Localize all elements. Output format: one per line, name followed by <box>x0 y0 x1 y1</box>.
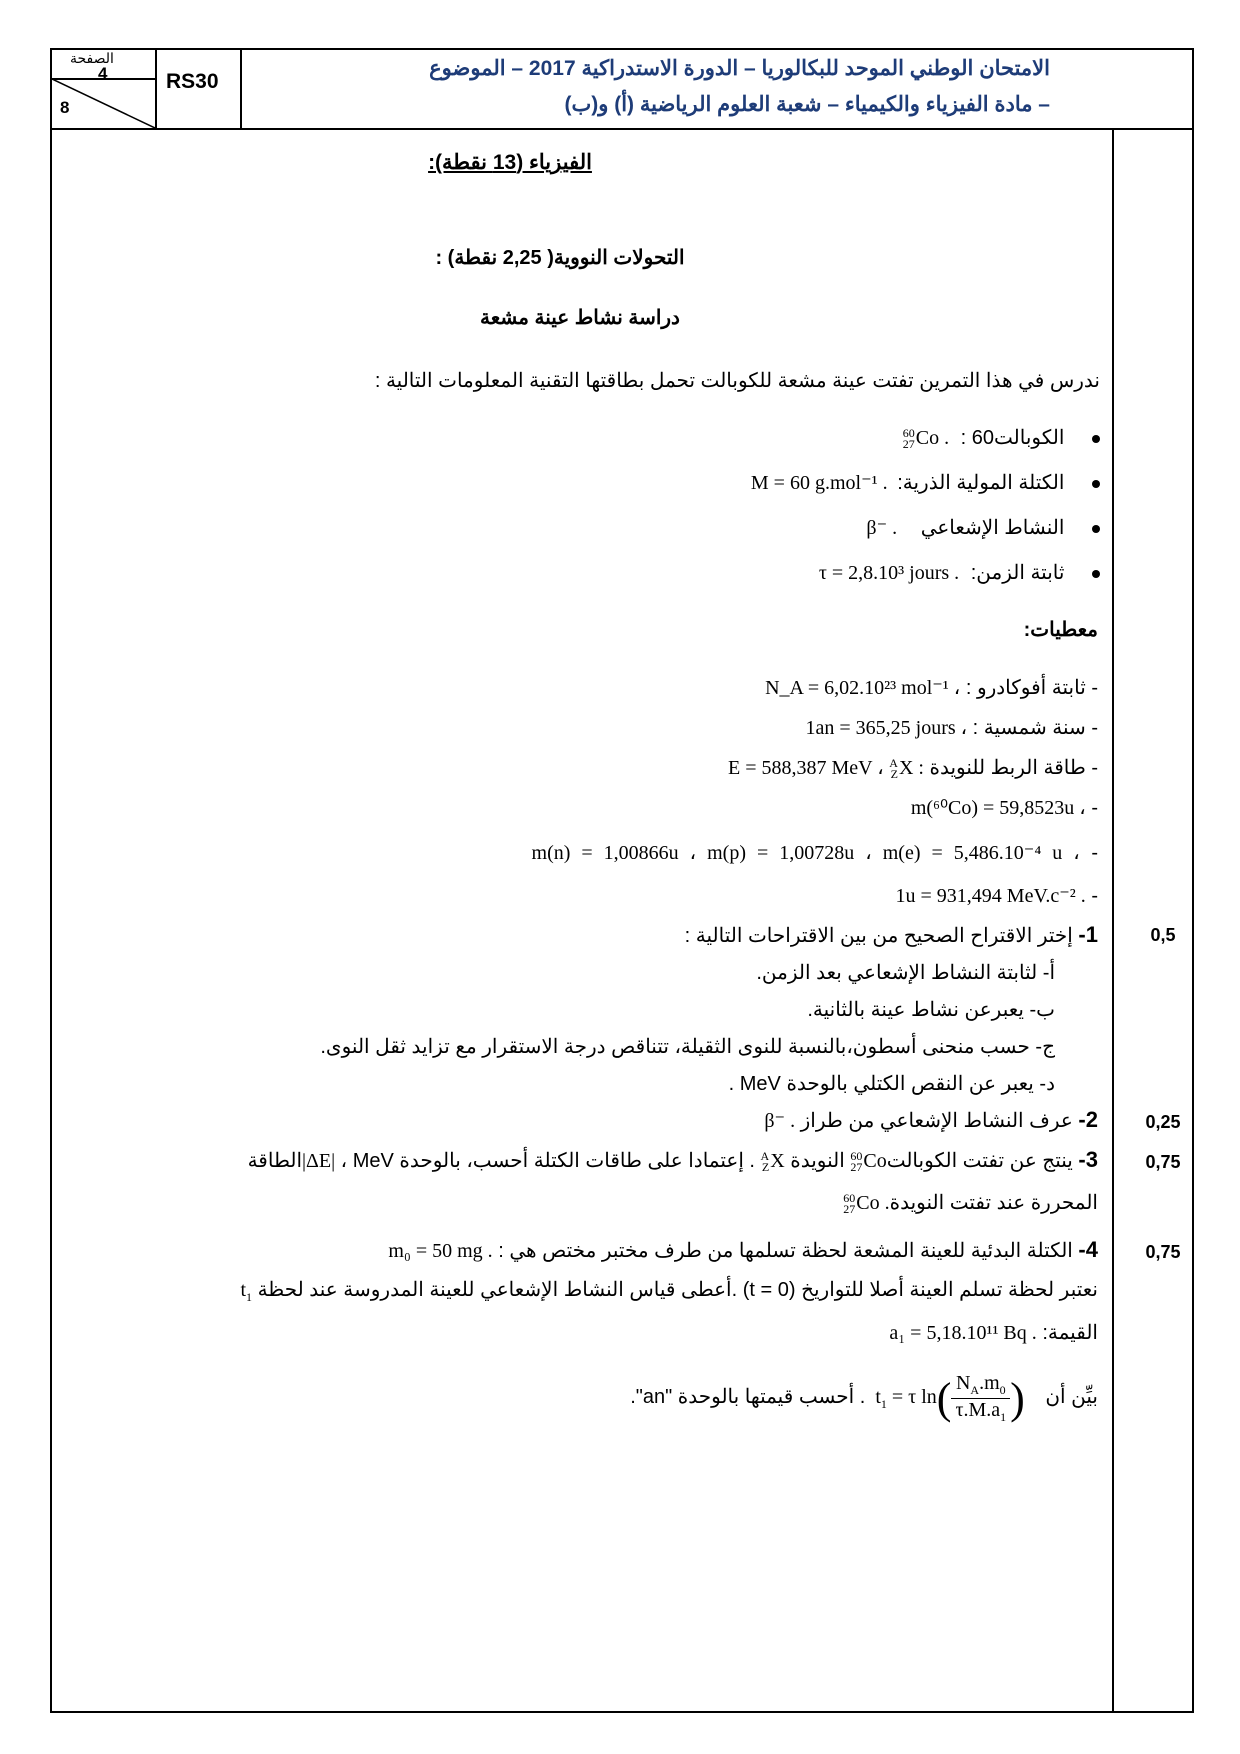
bullet-label: النشاط الإشعاعي <box>920 517 1065 539</box>
bullet-label: الكوبالت60 : <box>960 427 1065 449</box>
q1-choice-d: د- يعبر عن النقص الكتلي بالوحدة MeV . <box>728 1073 1055 1095</box>
data-avogadro: - ثابتة أفوكادرو : N_A = 6,02.10²³ mol⁻¹ ، <box>765 677 1098 699</box>
exercise-subtitle: دراسة نشاط عينة مشعة <box>480 307 680 329</box>
data-title: معطيات: <box>1023 619 1098 641</box>
q4-formula: $t_1 = \tau$ ln( $\frac{N_A.m_0}{\tau.M.a_1}$ ) <box>875 1372 1025 1424</box>
q1-choice-b: ب- يعبرعن نشاط عينة بالثانية. <box>807 999 1055 1021</box>
q4-points: 0,75 <box>1145 1242 1181 1262</box>
points-column-border <box>1112 128 1114 1713</box>
q1-choice-c: ج- حسب منحنى أسطون،بالنسبة للنوى الثقيلة، تتناقص درجة الاستقرار مع تزايد ثقل النوى. <box>320 1036 1055 1058</box>
exam-title-line2: – مادة الفيزياء والكيمياء – شعبة العلوم الرياضية (أ) و(ب) <box>564 93 1050 116</box>
page-label: الصفحة <box>70 50 114 66</box>
q3-points: 0,75 <box>1145 1152 1181 1172</box>
q4-text-line4: بيِّن أن $t_1 = \tau$ ln( $\frac{N_A.m_0}{\tau.M.a_1}$ ) . أحسب قيمتها بالوحدة "an". <box>630 1372 1098 1424</box>
intro-text: ندرس في هذا التمرين تفتت عينة مشعة للكوبالت تحمل بطاقتها التقنية المعلومات التالية : <box>374 370 1100 392</box>
exercise-title: التحولات النووية( 2,25 نقطة) : <box>435 247 685 269</box>
q2-text: 2- عرف النشاط الإشعاعي من طراز β⁻ . <box>764 1107 1098 1132</box>
bullet-molar-mass <box>751 470 1100 495</box>
bullet-cobalt: الكوبالت60 : 60 27Co . <box>903 425 1100 450</box>
header-sep-2 <box>240 48 242 130</box>
page-number: 4 <box>98 64 108 83</box>
bullet-value: β⁻ . <box>866 517 898 539</box>
data-particle-masses: - m(n) = 1,00866u ، m(p) = 1,00728u ، m(e) = 5,486.10⁻⁴ u ، <box>531 842 1098 864</box>
data-unit-u: - 1u = 931,494 MeV.c⁻² . <box>895 885 1098 907</box>
q4-text-line3: القيمة: a₁ = 5,18.10¹¹ Bq . <box>889 1322 1098 1344</box>
bullet-label: ثابتة الزمن: <box>970 562 1065 584</box>
header-sep-1 <box>155 48 157 130</box>
page-total: 8 <box>60 98 70 117</box>
q1-text: 1- إختر الاقتراح الصحيح من بين الاقتراحات التالية : <box>684 922 1098 947</box>
bullet-activity <box>866 515 1100 540</box>
data-mass-cobalt: - m(⁶⁰Co) = 59,8523u ، <box>910 797 1098 819</box>
data-year: - سنة شمسية : 1an = 365,25 jours ، <box>805 717 1098 739</box>
bullet-value: τ = 2,8.10³ jours . <box>818 562 960 584</box>
bullet-time-constant <box>819 560 1100 585</box>
q3-text-line2: المحررة عند تفتت النويدة60 27Co . <box>843 1191 1098 1217</box>
bullet-dot <box>1092 480 1100 488</box>
data-binding-energy: - طاقة الربط للنويدة A ZX : E = 588,387 MeV ، <box>728 756 1098 782</box>
q1-points: 0,5 <box>1150 925 1176 945</box>
bullet-dot <box>1092 570 1100 578</box>
bullet-dot <box>1092 525 1100 533</box>
section-title: الفيزياء (13 نقطة): <box>428 151 592 174</box>
q4-text-line2: نعتبر لحظة تسلم العينة أصلا للتواريخ (t = 0) .أعطى قياس النشاط الإشعاعي للعينة المدروسة عند لحظة $t_1$ <box>240 1279 1098 1304</box>
header-divider <box>50 128 1194 130</box>
bullet-dot <box>1092 435 1100 443</box>
page-frame <box>50 48 1194 1713</box>
q2-points: 0,25 <box>1145 1112 1181 1132</box>
exam-code: RS30 <box>166 70 219 93</box>
q4-text: 4- الكتلة البدئية للعينة المشعة لحظة تسلمها من طرف مختبر مختص هي : m₀ = 50 mg . <box>388 1237 1098 1262</box>
bullet-label: الكتلة المولية الذرية: <box>897 472 1065 494</box>
bullet-value: M = 60 g.mol⁻¹ . <box>750 472 888 494</box>
q1-choice-a: أ- لثابتة النشاط الإشعاعي بعد الزمن. <box>756 962 1055 984</box>
exam-title-line1: الامتحان الوطني الموحد للبكالوريا – الدورة الاستدراكية 2017 – الموضوع <box>429 57 1050 80</box>
bullet-value: Co . <box>915 427 950 449</box>
q3-text: 3- ينتج عن تفتت الكوبالت60 27Co النويدة A ZX . إعتمادا على طاقات الكتلة أحسب، بالوحدة MeV ، |ΔE|الطاقة <box>247 1147 1098 1175</box>
